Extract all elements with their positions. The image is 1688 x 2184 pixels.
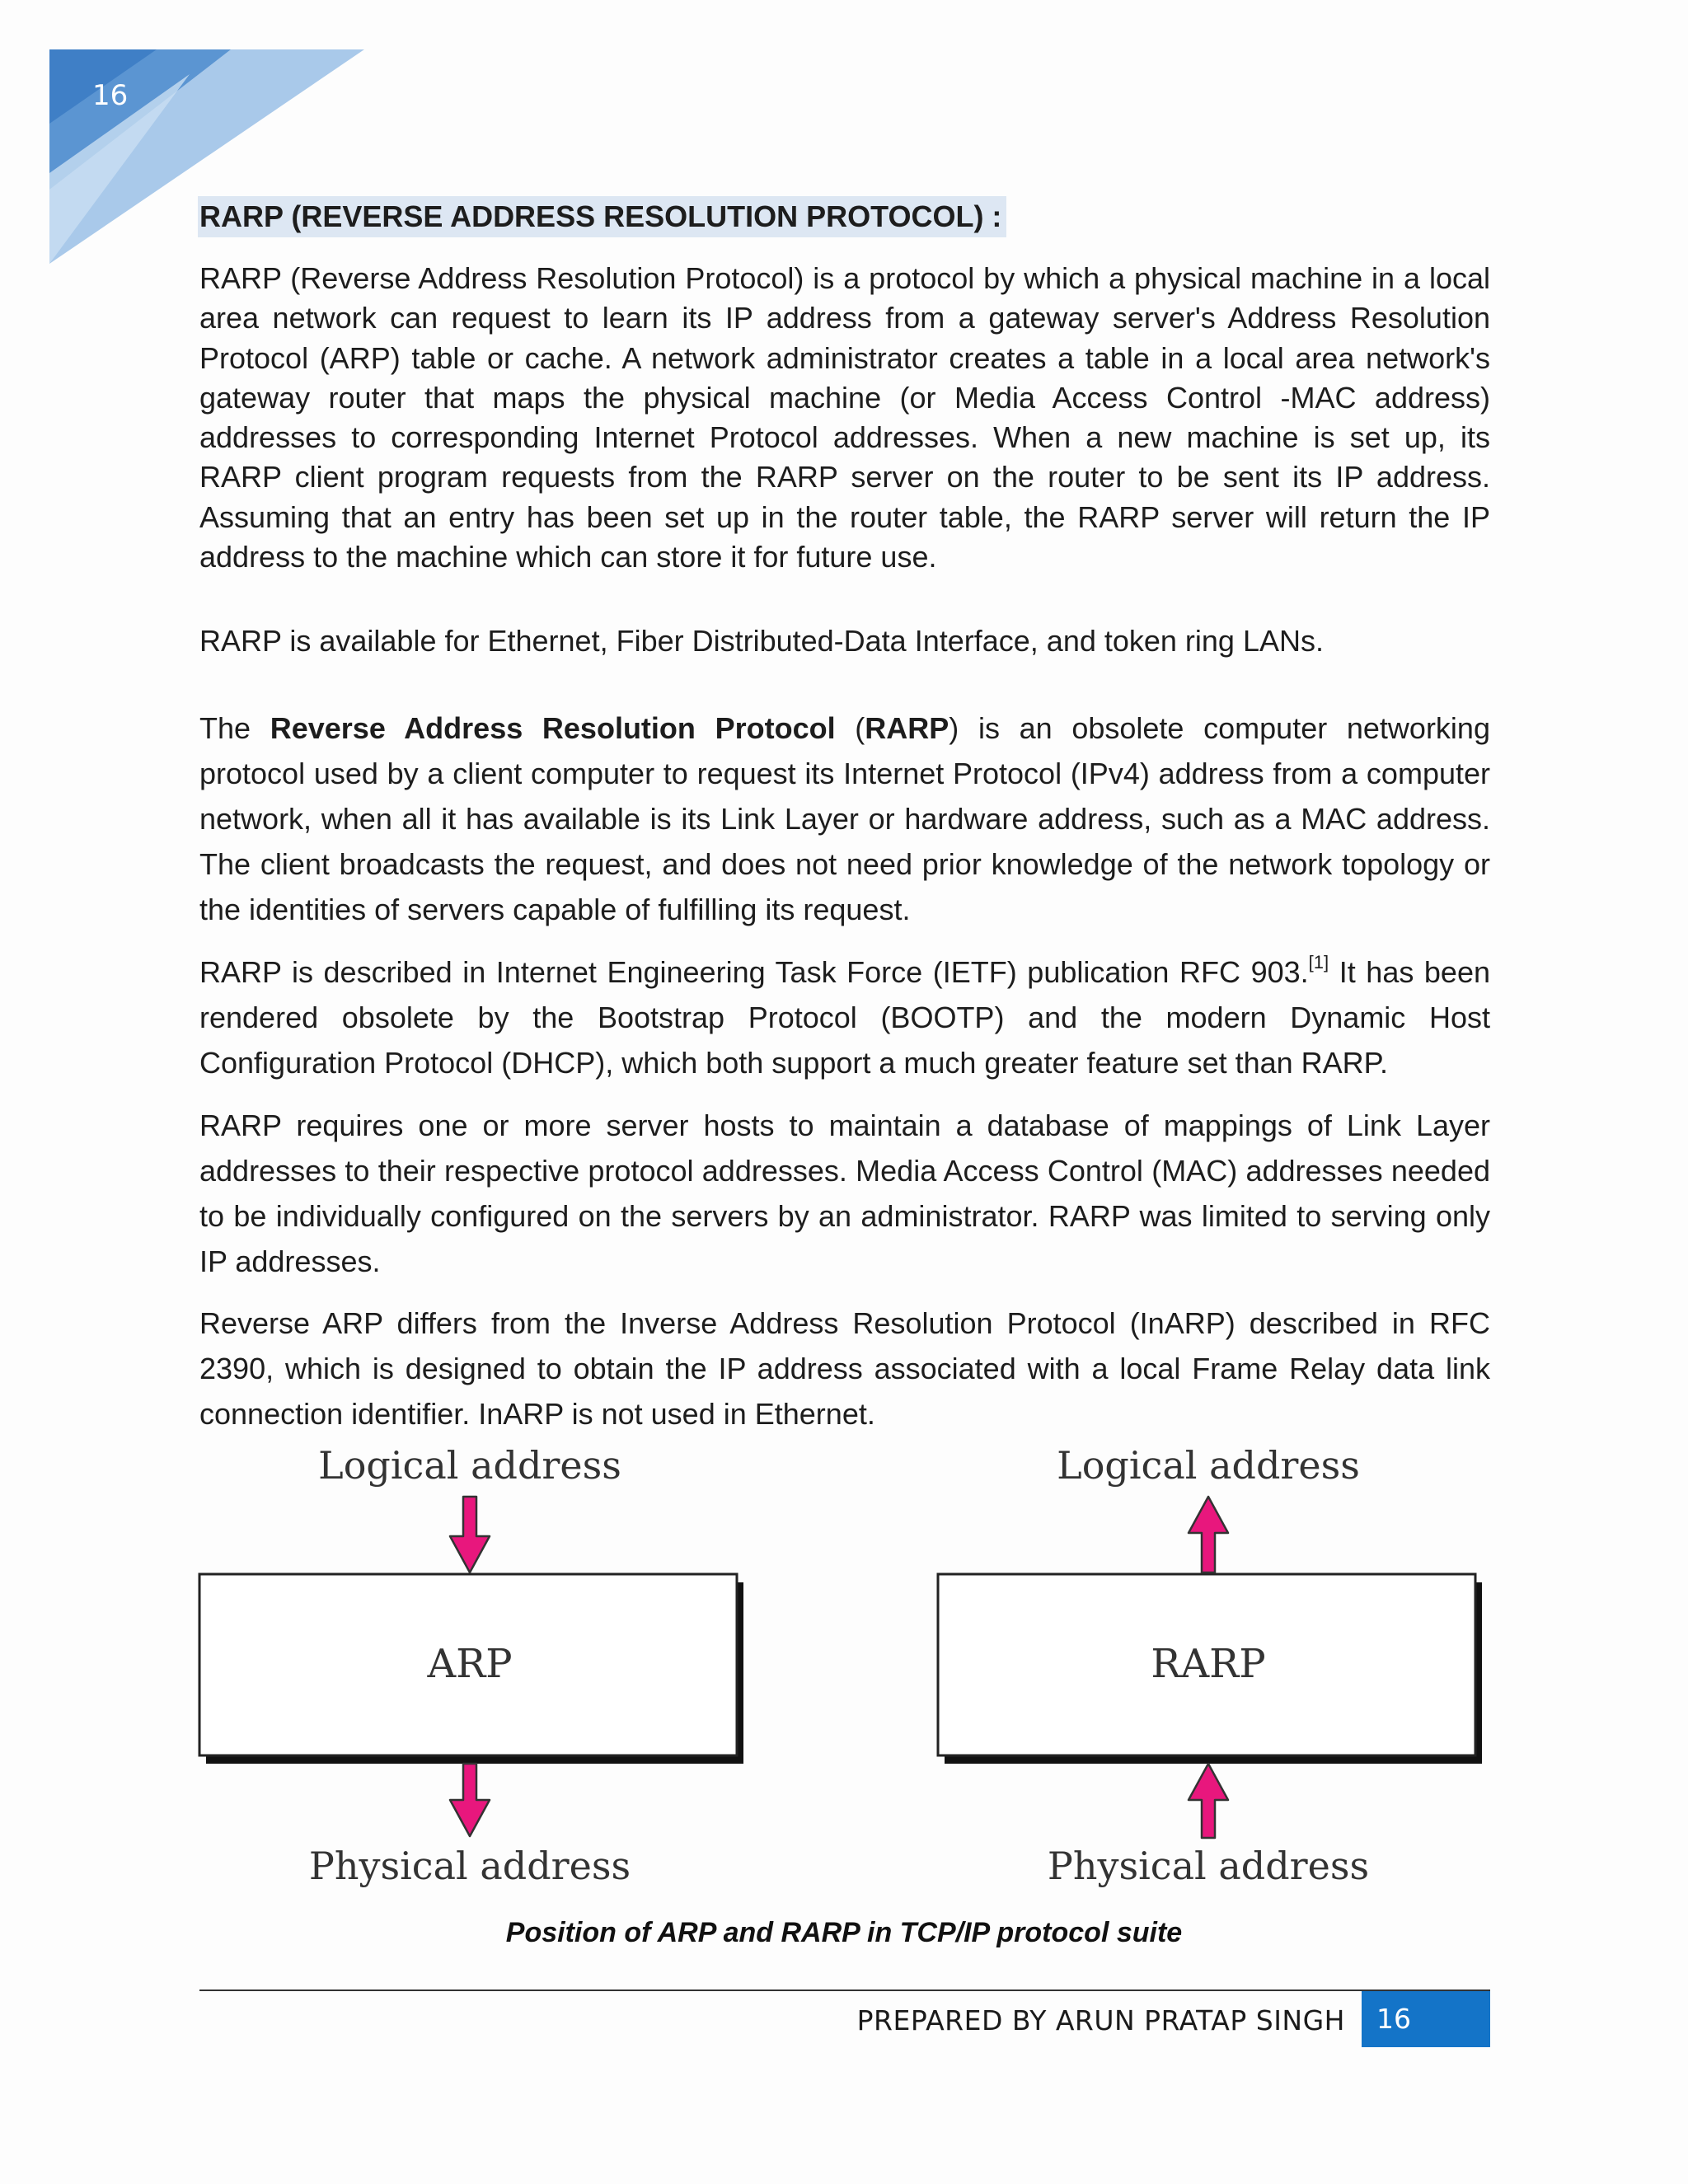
arrow-down-icon — [450, 1497, 490, 1572]
text-segment: The — [199, 711, 270, 745]
right-top-label: Logical address — [1057, 1443, 1360, 1488]
paragraph-rarp-servers: RARP requires one or more server hosts to maintain a database of mappings of Link Layer addresses to their respective protocol addresses. Media Access Control (MAC) addresses needed to be individually configured on the servers by an administrator. RARP was limited to serving only IP addresses. — [199, 1108, 1490, 1278]
paragraph-rarp-definition — [199, 705, 1490, 932]
arp-box-label: ARP — [427, 1641, 513, 1687]
arp-rarp-diagram — [191, 1441, 1500, 1902]
right-bottom-label: Physical address — [1047, 1844, 1370, 1888]
corner-decoration — [0, 0, 379, 280]
bold-protocol-name: Reverse Address Resolution Protocol — [270, 711, 836, 745]
paragraph-rarp-intro: RARP (Reverse Address Resolution Protocol) is a protocol by which a physical machine in a local area network can request to learn its IP address from a gateway server's Address Resolution Protocol (ARP) table or cache. A network administrator creates a table in a local area network's gateway router that maps the physical machine (or Media Access Control -MAC address) addresses to corresponding Internet Protocol addresses. When a new machine is set up, its RARP client program requests from the RARP server on the router to be sent its IP address. Assuming that an entry has been set up in the router table, the RARP server will return the IP address to the machine which can store it for future use. — [199, 261, 1490, 574]
text-segment: It has been rendered obsolete by the Bootstrap Protocol (BOOTP) and the modern Dynamic Host Configuration Protocol (DHCP), which both support a much greater feature set than RARP. — [199, 955, 1491, 1080]
left-bottom-label: Physical address — [308, 1844, 631, 1888]
arrow-up-icon — [1189, 1764, 1228, 1838]
arrow-down-icon — [450, 1764, 490, 1836]
bold-protocol-abbr: RARP — [865, 711, 950, 745]
paragraph-rarp-obsolete — [199, 949, 1490, 1085]
text-segment: ( — [835, 711, 865, 745]
footer-page-number: 16 — [1362, 1991, 1490, 2047]
arrow-up-icon — [1189, 1497, 1228, 1572]
paragraph-rarp-availability: RARP is available for Ethernet, Fiber Distributed-Data Interface, and token ring LANs. — [199, 624, 1324, 658]
rarp-box-label: RARP — [1151, 1641, 1266, 1687]
left-top-label: Logical address — [318, 1443, 621, 1488]
footer-author: PREPARED BY ARUN PRATAP SINGH — [856, 2004, 1345, 2036]
figure-caption: Position of ARP and RARP in TCP/IP protocol suite — [505, 1917, 1183, 1948]
page-number-top: 16 — [92, 79, 129, 112]
text-segment: RARP is described in Internet Engineering Task Force (IETF) publication RFC 903. — [199, 955, 1309, 989]
text-segment: ) is an obsolete computer networking protocol used by a client computer to request its Internet Protocol (IPv4) address from a computer network, when all it has available is its Link Layer or hardware address, such as a MAC address. The client broadcasts the request, and does not need prior knowledge of the network topology or the identities of servers capable of fulfilling its request. — [199, 711, 1490, 926]
paragraph-inarp: Reverse ARP differs from the Inverse Address Resolution Protocol (InARP) described in RFC 2390, which is designed to obtain the IP address associated with a local Frame Relay data link connection identifier. InARP is not used in Ethernet. — [199, 1306, 1490, 1431]
footer-divider — [199, 1990, 1490, 1991]
section-heading: RARP (REVERSE ADDRESS RESOLUTION PROTOCOL) : — [198, 196, 1006, 237]
reference-link[interactable]: [1] — [1308, 952, 1329, 972]
